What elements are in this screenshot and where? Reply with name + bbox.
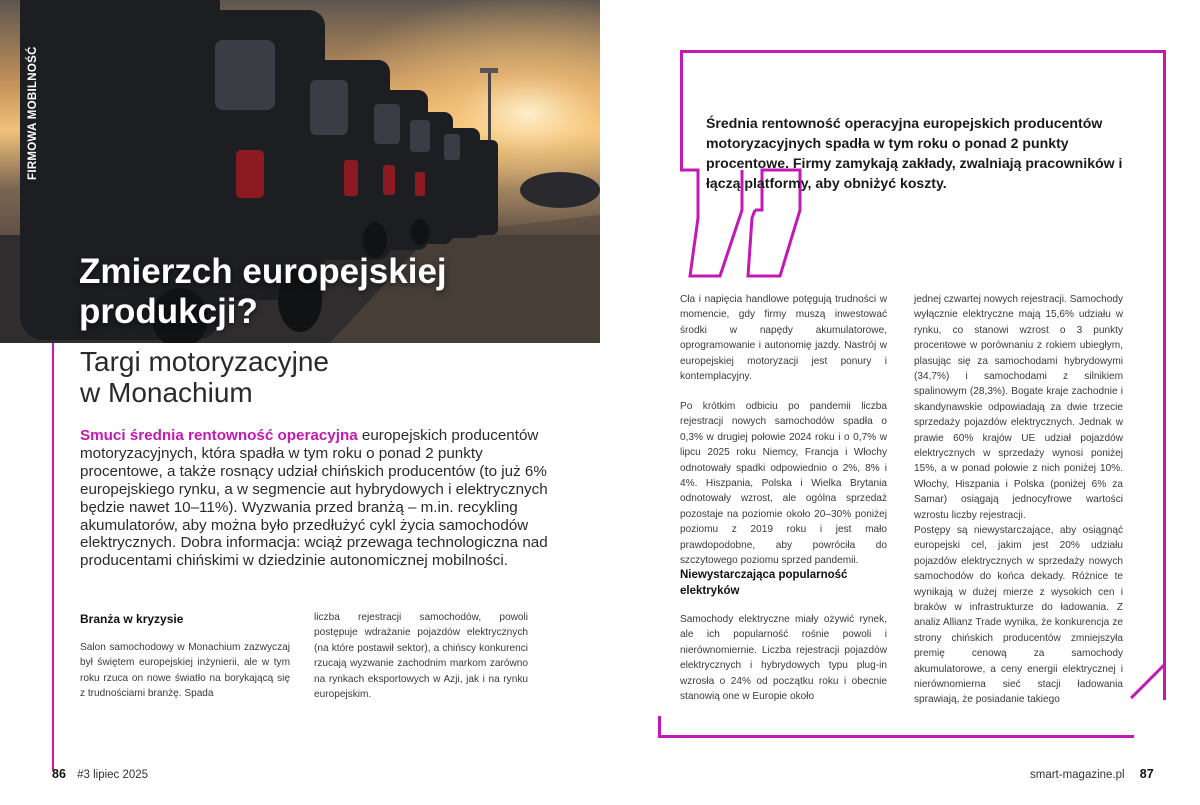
footer-right [1030,767,1154,781]
lead-body: europejskich producentów motoryzacyjnych, która spadła w tym roku o ponad 2 punkty procentowe, a także rosnący udział chińskich producentów (to już 6% europejskiego rynku, a w segmencie aut hybrydowych i elektrycznych będzie nawet 10–11%). Wyzwania przed branżą – m.in. recykling akumulatorów, aby można było przedłużyć cykl życia samochodów elektrycznych. Dobra informacja: wciąż przewaga technologiczna nad producentami chińskimi w dziedzinie autonomicznej mobilności. [80,427,548,570]
accent-bar-left [52,343,54,771]
quote-frame-left-stub [658,716,661,738]
page-number-left: 86 [52,767,66,781]
page-number-right: 87 [1139,767,1154,781]
website-label: smart-magazine.pl [1030,769,1125,781]
section-tag-vertical [27,30,43,180]
quote-frame-right [1163,50,1166,700]
pull-quote: Średnia rentowność operacyjna europejskich producentów motoryzacyjnych spadła w tym roku o ponad 2 punkty procentowe. Firmy zamykają zakłady, zwalniają pracowników i łączą platformy, aby obniżyć koszty. [706,115,1123,191]
quote-frame-corner [1130,663,1166,699]
article-title-line: Zmierzch europejskiej [79,252,447,291]
article-title-line: produkcji? [79,292,258,331]
article-subtitle [80,346,560,408]
lead-paragraph [80,427,550,570]
section-tag-label: FIRMOWA MOBILNOŚĆ [27,46,39,180]
hero-photo-vans [0,0,600,343]
right-body-column-2-p1: jednej czwartej nowych rejestracji. Samochody wyłącznie elektryczne mają 15,6% udziału w rynku, co stanowi wzrost o 3 punkty procentowe w porównaniu z rokiem ubiegłym, plasując się za samochodami hybrydowymi (34,7%) i samochodami z silnikiem spalinowym (28,3%). Bogate kraje zachodnie i skandynawskie odpowiadają za dwie trzecie sprzedaży pojazdów elektrycznych. Jednak w prawie 60% krajów UE udział pojazdów elektrycznych w sprzedaży wynosi poniżej 15%, a w ponad połowie z nich poniżej 10%. Włochy, Hiszpania i Polska (poniżej 6% za Samar) osiągają jednocyfrowe wartości wzrostu liczby rejestracji. [914,294,1123,521]
left-body-column-1: Salon samochodowy w Monachium zazwyczaj był świętem europejskiej inżynierii, ale w tym roku rzuca on nowe światło na borykającą się z trudnościami branżę. Spada [80,642,290,700]
right-body-column-1-p2: Po krótkim odbiciu po pandemii liczba rejestracji nowych samochodów spadła o 0,3% w drugiej połowie 2024 roku i o 0,7% w lipcu 2025 roku Niemcy, Francja i Włochy odnotowały spadki odpowiednio o 2%, 8% i 4%. Hiszpania, Polska i Wielka Brytania odnotowały wzrost, ale ogólna sprzedaż pozostaje na poziomie około 20–30% poniżej poziomu z 2019 roku i jest mało prawdopodobne, aby powróciła do szczytowego poziomu sprzed pandemii. [680,401,887,567]
right-body-column-1-p1: Cła i napięcia handlowe potęgują trudności w momencie, gdy firmy muszą inwestować środki w napędy akumulatorowe, oprogramowanie i autonomię jazdy. Nastrój w europejskiej motoryzacji jest ponury i kontemplacyjny. [680,294,887,383]
issue-label: #3 lipiec 2025 [77,769,149,781]
footer-left [52,767,148,781]
article-subtitle-line: Targi motoryzacyjne [80,346,329,377]
right-body-column-1-p3: Samochody elektryczne miały ożywić rynek, ale ich popularność rośnie powoli i nierównomiernie. Liczba rejestracji pojazdów elektrycznych i hybrydowych typu plug-in wzrosła o 24% od początku roku i obecnie stanowią one w Europie około [680,614,887,703]
left-body-column-2: liczba rejestracji samochodów, powoli postępuje wdrażanie pojazdów elektrycznych (na które postawił sektor), a chińscy konkurenci rzucają wyzwanie zachodnim markom zarówno na rynkach eksportowych w Azji, jak i na rynku europejskim. [314,612,528,701]
article-title [79,252,579,332]
article-subtitle-line: w Monachium [80,377,253,408]
right-body-column-2-p2: Postępy są niewystarczające, aby osiągnąć europejski cel, jakim jest 20% udziału pojazdów elektrycznych w sprzedaży nowych samochodów do końca dekady. Różnice te wynikają w dużej mierze z wysokich cen i braków w infrastrukturze do ładowania. Z analiz Allianz Trade wynika, że konkurencja ze strony chińskich producentów zmniejszyła premię cenową za samochody akumulatorowe, a ceny energii elektrycznej i nierównomierna sieć stacji ładowania sprawiają, że posiadanie takiego [914,525,1123,706]
heading-branza-w-kryzysie: Branża w kryzysie [80,612,184,626]
lead-highlight: Smuci średnia rentowność operacyjna [80,427,358,444]
heading-niewystarczajaca-popularnosc: Niewystarczająca popularność elektryków [680,569,848,597]
quote-frame-bottom [658,735,1134,738]
